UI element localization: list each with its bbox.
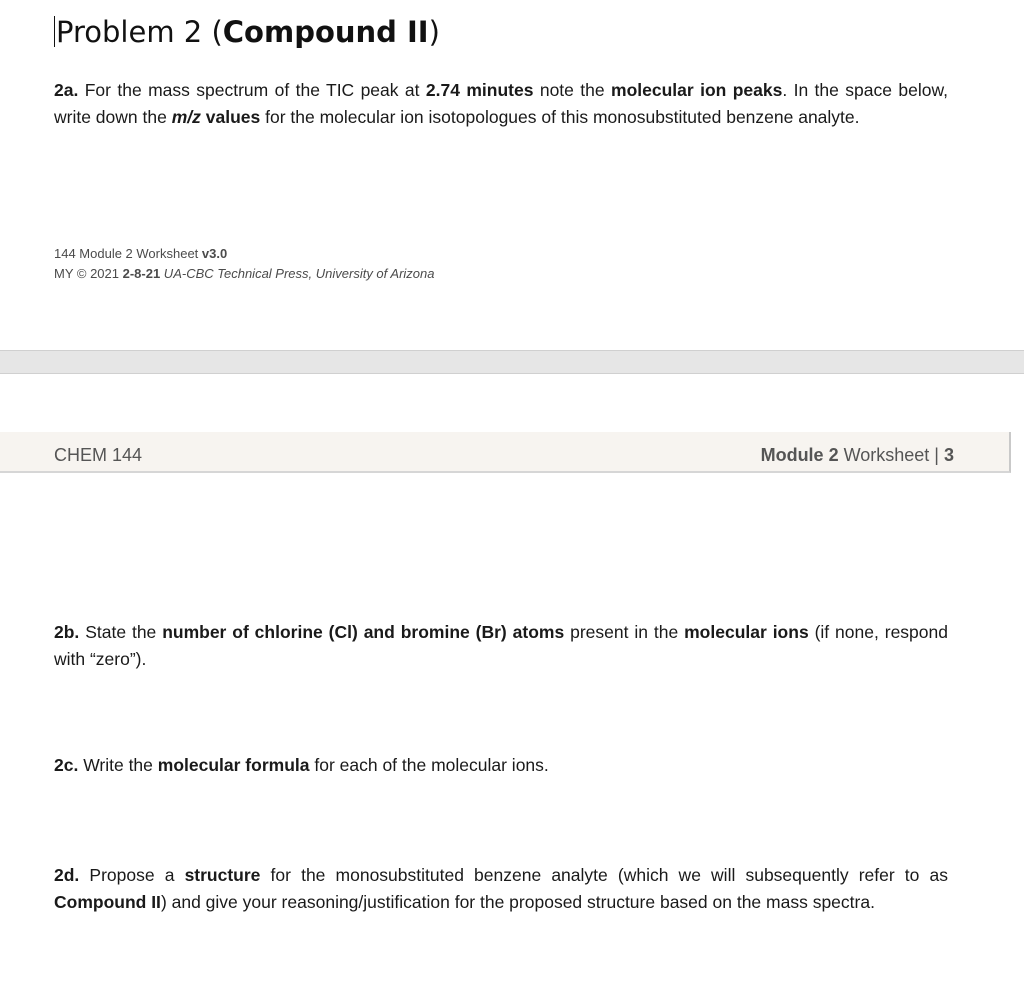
footer-line-1: 144 Module 2 Worksheet v3.0: [54, 246, 228, 261]
header-module-page: Module 2 Worksheet | 3: [760, 445, 954, 465]
text-cursor: [54, 16, 55, 47]
question-2a: 2a. For the mass spectrum of the TIC peak at 2.74 minutes note the molecular ion peaks. In the space below, write down the m/z values for the molecular ion isotopologues of this monosubstituted benzene analyte.: [54, 80, 948, 127]
page-title: Problem 2 (Compound II): [56, 15, 440, 49]
question-2d: 2d. Propose a structure for the monosubstituted benzene analyte (which we will subsequently refer to as Compound II) and give your reasoning/justification for the proposed structure based on the mass spectra.: [54, 865, 948, 912]
question-2b: 2b. State the number of chlorine (Cl) and bromine (Br) atoms present in the molecular ions (if none, respond with “zero”).: [54, 622, 948, 669]
header-course: CHEM 144: [54, 445, 143, 465]
question-2c: 2c. Write the molecular formula for each of the molecular ions.: [54, 755, 549, 775]
page-footer: [54, 244, 434, 284]
page-number: 3: [943, 445, 954, 465]
page-separator: [0, 350, 1024, 374]
question-label: 2c.: [54, 755, 79, 775]
question-label: 2d.: [54, 865, 80, 885]
question-label: 2a.: [54, 80, 79, 100]
question-label: 2b.: [54, 622, 80, 642]
footer-line-2: MY © 2021 2-8-21 UA-CBC Technical Press, University of Arizona: [54, 266, 435, 281]
